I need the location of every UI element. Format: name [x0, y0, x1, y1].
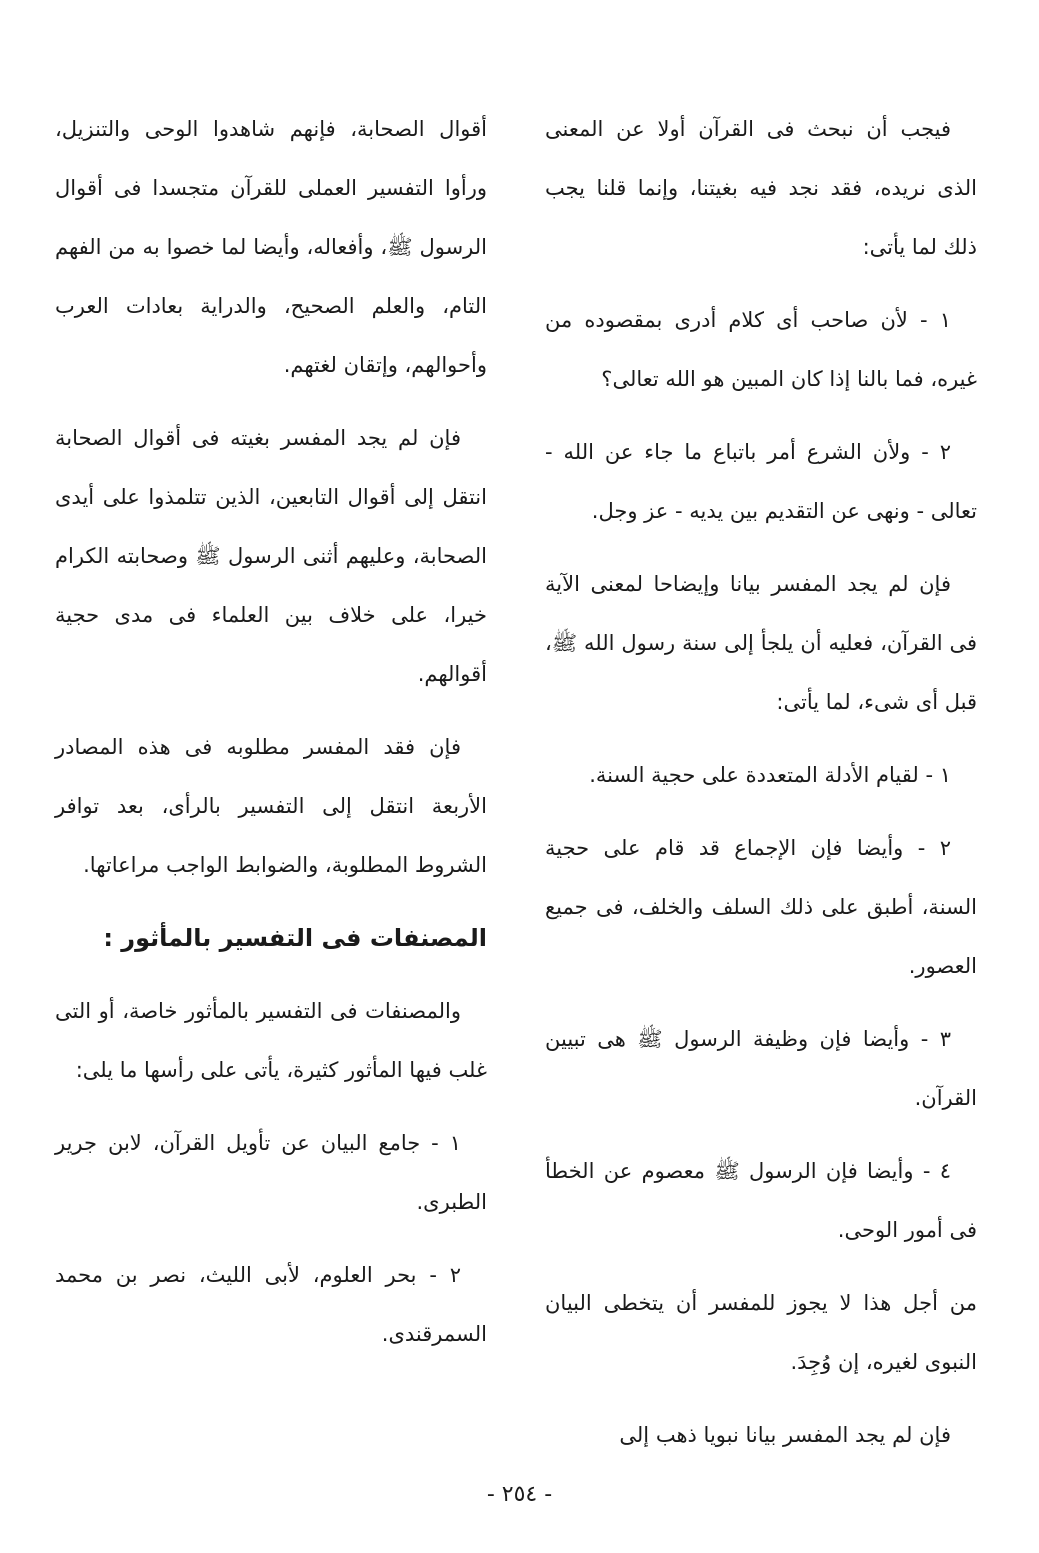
paragraph: فإن لم يجد المفسر بيانا نبويا ذهب إلى: [619, 1423, 951, 1447]
left-column: [55, 100, 487, 1378]
paragraph: ١ - لقيام الأدلة المتعددة على حجية السنة.: [589, 763, 951, 787]
paragraph: فإن فقد المفسر مطلوبه فى هذه المصادر الأربعة انتقل إلى التفسير بالرأى، بعد توافر الشروط المطلوبة، والضوابط الواجب مراعاتها.: [55, 735, 487, 877]
paragraph: فيجب أن نبحث فى القرآن أولا عن المعنى الذى نريده، فقد نجد فيه بغيتنا، وإنما قلنا يجب ذلك لما يأتى:: [545, 117, 977, 259]
paragraph: ١ - لأن صاحب أى كلام أدرى بمقصوده من غيره، فما بالنا إذا كان المبين هو الله تعالى؟: [545, 308, 977, 391]
paragraph: فإن لم يجد المفسر بيانا وإيضاحا لمعنى الآية فى القرآن، فعليه أن يلجأ إلى سنة رسول الله ﷺ، قبل أى شىء، لما يأتى:: [545, 572, 977, 714]
right-column: [545, 100, 977, 1479]
paragraph: ٢ - ولأن الشرع أمر باتباع ما جاء عن الله - تعالى - ونهى عن التقديم بين يديه - عز وجل.: [545, 440, 977, 523]
page-number: - ٢٥٤ -: [486, 1482, 553, 1507]
paragraph: ٢ - وأيضا فإن الإجماع قد قام على حجية السنة، أطبق على ذلك السلف والخلف، فى جميع العصور.: [545, 836, 977, 978]
paragraph: والمصنفات فى التفسير بالمأثور خاصة، أو التى غلب فيها المأثور كثيرة، يأتى على رأسها ما يلى:: [55, 999, 487, 1082]
section-heading: المصنفات فى التفسير بالمأثور :: [103, 924, 487, 952]
paragraph: فإن لم يجد المفسر بغيته فى أقوال الصحابة انتقل إلى أقوال التابعين، الذين تتلمذوا على أيدى الصحابة، وعليهم أثنى الرسول ﷺ وصحابته الكرام خيرا، على خلاف بين العلماء فى مدى حجية أقوالهم.: [55, 426, 487, 686]
paragraph: ٢ - بحر العلوم، لأبى الليث، نصر بن محمد السمرقندى.: [55, 1263, 487, 1346]
paragraph: ٣ - وأيضا فإن وظيفة الرسول ﷺ هى تبيين القرآن.: [545, 1027, 977, 1110]
paragraph: من أجل هذا لا يجوز للمفسر أن يتخطى البيان النبوى لغيره، إن وُجِدَ.: [545, 1291, 977, 1374]
paragraph: أقوال الصحابة، فإنهم شاهدوا الوحى والتنزيل، ورأوا التفسير العملى للقرآن متجسدا فى أقوال الرسول ﷺ، وأفعاله، وأيضا لما خصوا به من الفهم التام، والعلم الصحيح، والدراية بعادات العرب وأحوالهم، وإتقان لغتهم.: [55, 117, 487, 377]
paragraph: ١ - جامع البيان عن تأويل القرآن، لابن جرير الطبرى.: [55, 1131, 487, 1214]
paragraph: ٤ - وأيضا فإن الرسول ﷺ معصوم عن الخطأ فى أمور الوحى.: [545, 1159, 977, 1242]
